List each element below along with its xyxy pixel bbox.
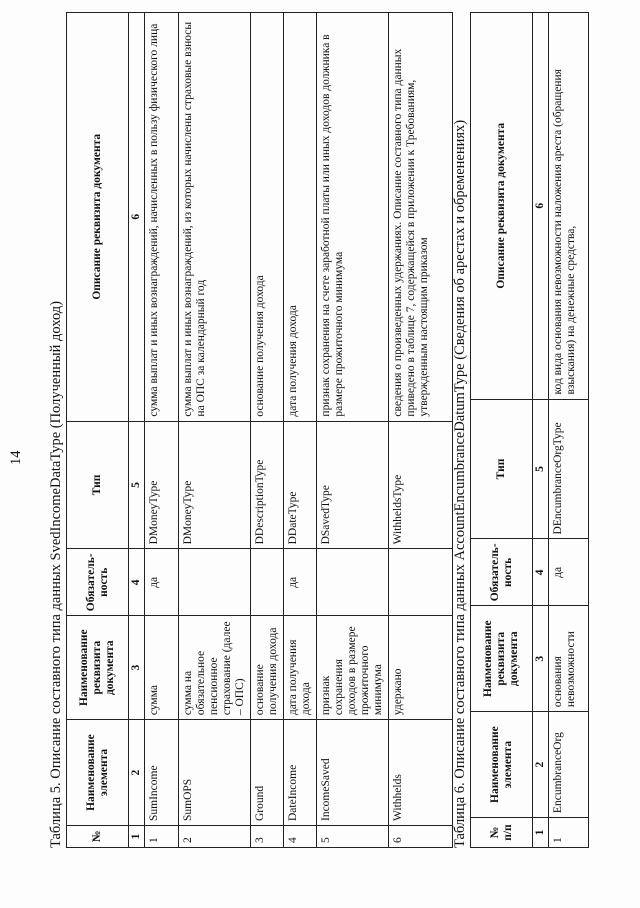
table5-number-cell: 3 bbox=[129, 616, 145, 720]
attribute-name: сумма на обязательное пенсионное страхование (далее – ОПС) bbox=[179, 616, 251, 720]
page-number-text: 14 bbox=[8, 450, 24, 465]
required-flag: да bbox=[145, 549, 179, 616]
element-name: SumIncome bbox=[145, 720, 179, 826]
table-row bbox=[284, 13, 317, 848]
row-number: 3 bbox=[251, 826, 284, 848]
attribute-name: удержано bbox=[389, 616, 453, 720]
required-flag bbox=[317, 549, 389, 616]
table5-caption: Таблица 5. Описание составного типа данных SvedIncomeDataType (Полученный доход) bbox=[48, 301, 64, 848]
attribute-name: дата получения дохода bbox=[284, 616, 317, 720]
table5-header-row bbox=[67, 13, 129, 848]
table5-number-cell: 4 bbox=[129, 549, 145, 616]
table-row bbox=[389, 13, 453, 848]
row-number: 2 bbox=[179, 826, 251, 848]
table6-caption: Таблица 6. Описание составного типа данных AccountEncumbranceDatumType (Сведения об арестах и обременениях) bbox=[452, 119, 468, 848]
attribute-description: сведения о произведенных удержаниях. Описание составного типа данных приведено в таблице 7, содержащейся в приложении к Требованиям, утвержденным настоящим приказом bbox=[389, 13, 453, 422]
table5-number-cell: 1 bbox=[129, 826, 145, 848]
table5-header-cell: Описание реквизита документа bbox=[67, 13, 129, 422]
row-number: 1 bbox=[145, 826, 179, 848]
row-number: 1 bbox=[549, 818, 589, 848]
type-name: DDescriptionType bbox=[251, 421, 284, 549]
attribute-name: основание получения дохода bbox=[251, 616, 284, 720]
type-name: DDateType bbox=[284, 421, 317, 549]
attribute-name: сумма bbox=[145, 616, 179, 720]
table-row bbox=[251, 13, 284, 848]
attribute-name: признак сохранения доходов в размере прожиточного минимума bbox=[317, 616, 389, 720]
type-name: DEncumbranceOrgType bbox=[549, 399, 589, 539]
attribute-description: сумма выплат и иных вознаграждений, начисленных в пользу физического лица bbox=[145, 13, 179, 422]
table5-header-cell: № bbox=[67, 826, 129, 848]
table5-header-cell: Наименование реквизита документа bbox=[67, 616, 129, 720]
table6-header-cell: Наименование реквизита документа bbox=[471, 606, 533, 712]
table5-header-cell: Обязатель-ность bbox=[67, 549, 129, 616]
required-flag: да bbox=[284, 549, 317, 616]
table6-number-cell: 3 bbox=[533, 606, 549, 712]
table6-number-cell: 2 bbox=[533, 712, 549, 818]
table5-number-cell: 6 bbox=[129, 13, 145, 422]
table5-number-cell: 2 bbox=[129, 720, 145, 826]
type-name: DMoneyType bbox=[145, 421, 179, 549]
required-flag bbox=[251, 549, 284, 616]
table6-header-cell: Обязатель-ность bbox=[471, 539, 533, 606]
required-flag bbox=[179, 549, 251, 616]
table6-header-cell: Наименование элемента bbox=[471, 712, 533, 818]
table6-header-cell: Тип bbox=[471, 399, 533, 539]
attribute-description: дата получения дохода bbox=[284, 13, 317, 422]
row-number: 5 bbox=[317, 826, 389, 848]
table6-header-cell: Описание реквизита документа bbox=[471, 13, 533, 400]
row-number: 4 bbox=[284, 826, 317, 848]
table5-number-row bbox=[129, 13, 145, 848]
type-name: WithheldsType bbox=[389, 421, 453, 549]
required-flag bbox=[389, 549, 453, 616]
table6-number-cell: 1 bbox=[533, 818, 549, 848]
table6 bbox=[470, 12, 589, 848]
row-number: 6 bbox=[389, 826, 453, 848]
element-name: Withhelds bbox=[389, 720, 453, 826]
required-flag: да bbox=[549, 539, 589, 606]
attribute-name: основания невозможности bbox=[549, 606, 589, 712]
element-name: Ground bbox=[251, 720, 284, 826]
type-name: DSavedType bbox=[317, 421, 389, 549]
element-name: SumOPS bbox=[179, 720, 251, 826]
element-name: EncumbranceOrg bbox=[549, 712, 589, 818]
table-row bbox=[145, 13, 179, 848]
table6-header-cell: № п/п bbox=[471, 818, 533, 848]
element-name: DateIncome bbox=[284, 720, 317, 826]
attribute-description: признак сохранения на счете заработной платы или иных доходов должника в размере прожиточного минимума bbox=[317, 13, 389, 422]
table5 bbox=[66, 12, 453, 848]
element-name: IncomeSaved bbox=[317, 720, 389, 826]
attribute-description: сумма выплат и иных вознаграждений, из которых начислены страховые взносы на ОПС за календарный год bbox=[179, 13, 251, 422]
table6-number-row bbox=[533, 13, 549, 848]
table5-header-cell: Тип bbox=[67, 421, 129, 549]
table5-number-cell: 5 bbox=[129, 421, 145, 549]
table6-number-cell: 6 bbox=[533, 13, 549, 400]
table6-number-cell: 5 bbox=[533, 399, 549, 539]
table-row bbox=[179, 13, 251, 848]
table6-header-row bbox=[471, 13, 533, 848]
attribute-description: код вида основания невозможности наложения ареста (обращения взыскания) на денежные средства, bbox=[549, 13, 589, 400]
table5-header-cell: Наименование элемента bbox=[67, 720, 129, 826]
attribute-description: основание получения дохода bbox=[251, 13, 284, 422]
table6-number-cell: 4 bbox=[533, 539, 549, 606]
type-name: DMoneyType bbox=[179, 421, 251, 549]
table-row bbox=[317, 13, 389, 848]
table-row bbox=[549, 13, 589, 848]
